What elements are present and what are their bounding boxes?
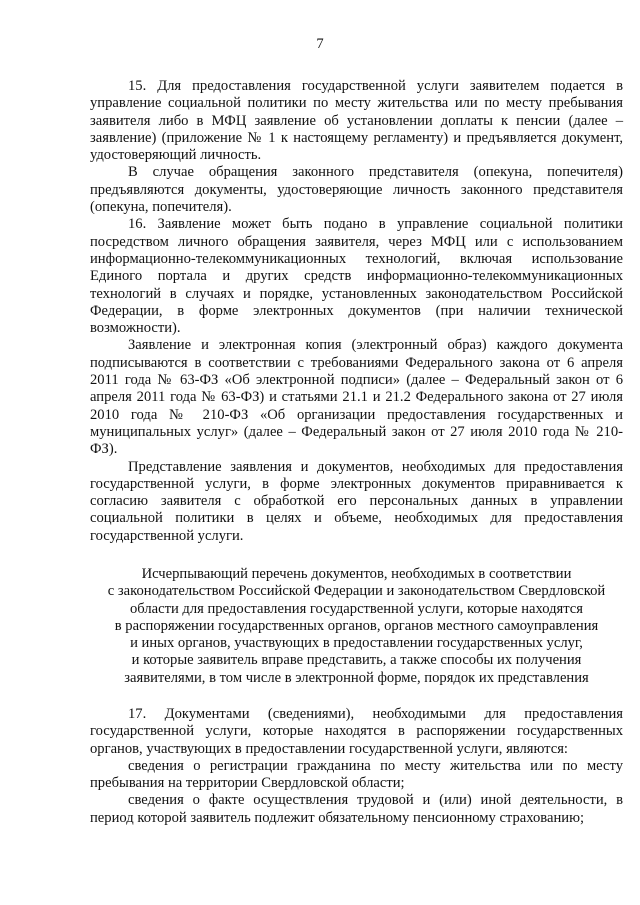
heading-line: с законодательством Российской Федерации и законодательством Свердловской bbox=[107, 583, 606, 600]
paragraph-registration-info: сведения о регистрации гражданина по месту жительства или по месту пребывания на территории Свердловской области; bbox=[90, 757, 623, 792]
paragraph-electronic-signature: Заявление и электронная копия (электронный образ) каждого документа подписываются в соответствии с требованиями Федерального закона от 6 апреля 2011 года № 63-ФЗ «Об электронной подписи» (далее – Федеральный закон от 6 апреля 2011 года № 63-ФЗ) и статьями 21.1 и 21.2 Федерального закона от 27 июля 2010 года № 210-ФЗ «Об организации предоставления государственных и муниципальных услуг» (далее – Федеральный закон от 27 июля 2010 года № 210-ФЗ). bbox=[90, 337, 623, 458]
section-heading bbox=[80, 566, 633, 687]
paragraph-legal-representative: В случае обращения законного представителя (опекуна, попечителя) предъявляются документы, удостоверяющие личность законного представителя (опекуна, попечителя). bbox=[90, 164, 623, 216]
heading-line: заявителями, в том числе в электронной форме, порядок их представления bbox=[124, 669, 589, 686]
heading-line: и которые заявитель вправе представить, а также способы их получения bbox=[131, 652, 582, 669]
page-number: 7 bbox=[316, 36, 324, 52]
body-section-2 bbox=[90, 706, 623, 827]
paragraph-employment-info: сведения о факте осуществления трудовой и (или) иной деятельности, в период которой заявитель подлежит обязательному пенсионному страхованию; bbox=[90, 792, 623, 826]
heading-line: и иных органов, участвующих в предоставлении государственных услуг, bbox=[130, 635, 583, 652]
paragraph-personal-data-consent: Представление заявления и документов, необходимых для предоставления государственной услуги, в форме электронных документов приравнивается к согласию заявителя с обработкой его персональных данных в управлении социальной политики в целях и объеме, необходимых для предоставления государственной услуги. bbox=[90, 458, 623, 544]
paragraph-15: 15. Для предоставления государственной услуги заявителем подается в управление социальной политики по месту жительства или по месту пребывания заявителя либо в МФЦ заявление об установлении доплаты к пенсии (далее – заявление) (приложение № 1 к настоящему регламенту) и предъявляется документ, удостоверяющий личность. bbox=[90, 78, 623, 164]
body-section-1 bbox=[90, 78, 623, 545]
paragraph-16: 16. Заявление может быть подано в управление социальной политики посредством личного обращения заявителя, через МФЦ или с использованием информационно-телекоммуникационных технологий, включая использование Единого портала и других средств информационно-телекоммуникационных технологий в случаях и порядке, установленных законодательством Российской Федерации, в форме электронных документов (при наличии технической возможности). bbox=[90, 216, 623, 337]
heading-line: области для предоставления государственной услуги, которые находятся bbox=[130, 600, 583, 617]
paragraph-17: 17. Документами (сведениями), необходимыми для предоставления государственной услуги, которые находятся в распоряжении государственных органов, участвующих в предоставлении государственной услуги, являются: bbox=[90, 706, 623, 757]
heading-line: Исчерпывающий перечень документов, необходимых в соответствии bbox=[141, 566, 572, 582]
heading-line: в распоряжении государственных органов, органов местного самоуправления bbox=[114, 617, 599, 634]
